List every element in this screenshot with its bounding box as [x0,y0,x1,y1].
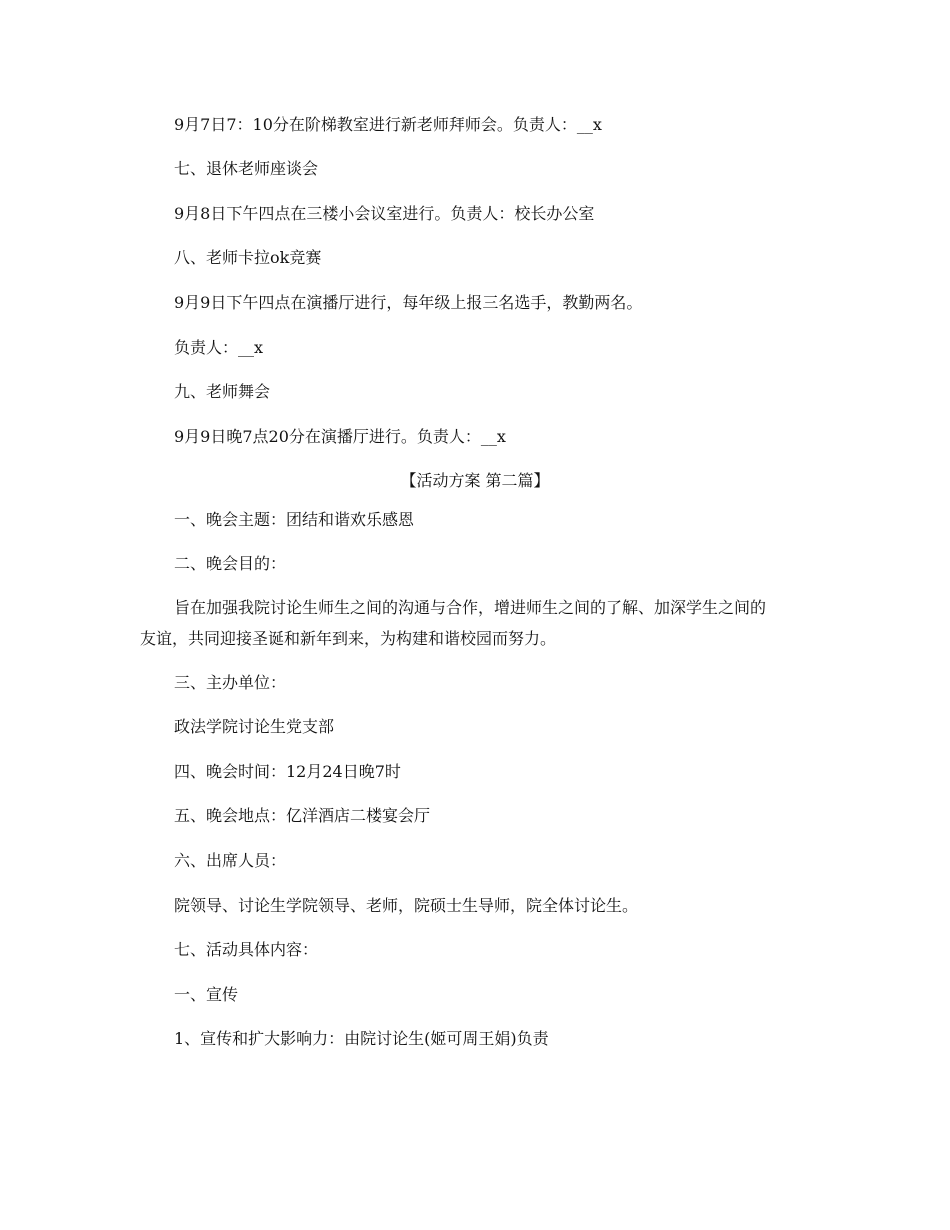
text-line: 八、老师卡拉ok竞赛 [174,248,322,267]
text-line: 政法学院讨论生党支部 [174,717,335,736]
text-line: 九、老师舞会 [174,382,271,401]
text-line: 四、晚会时间：12月24日晚7时 [174,762,401,781]
text-line: 六、出席人员： [174,851,287,870]
text-line: 一、宣传 [174,985,239,1004]
paragraph-line: 友谊，共同迎接圣诞和新年到来，为构建和谐校园而努力。 [140,629,557,648]
paragraph-line: 旨在加强我院讨论生师生之间的沟通与合作，增进师生之间的了解、加深学生之间的 [174,598,767,617]
text-line: 负责人：__x [174,338,264,357]
text-line: 七、活动具体内容： [174,940,319,959]
text-line: 9月7日7：10分在阶梯教室进行新老师拜师会。负责人：__x [174,115,602,134]
text-line: 9月9日下午四点在演播厅进行，每年级上报三名选手，教勤两名。 [174,293,643,312]
text-line: 五、晚会地点：亿洋酒店二楼宴会厅 [174,806,431,825]
text-line: 9月9日晚7点20分在演播厅进行。负责人：__x [174,427,506,446]
text-line: 七、退休老师座谈会 [174,159,319,178]
text-line: 9月8日下午四点在三楼小会议室进行。负责人：校长办公室 [174,204,595,223]
text-line: 1、宣传和扩大影响力：由院讨论生(姬可周王娟)负责 [174,1029,549,1048]
text-line: 一、晚会主题：团结和谐欢乐感恩 [174,510,415,529]
text-line: 三、主办单位： [174,673,287,692]
text-line: 二、晚会目的： [174,554,287,573]
section-title: 【活动方案 第二篇】 [400,471,550,490]
text-line: 院领导、讨论生学院领导、老师，院硕士生导师，院全体讨论生。 [174,896,639,915]
